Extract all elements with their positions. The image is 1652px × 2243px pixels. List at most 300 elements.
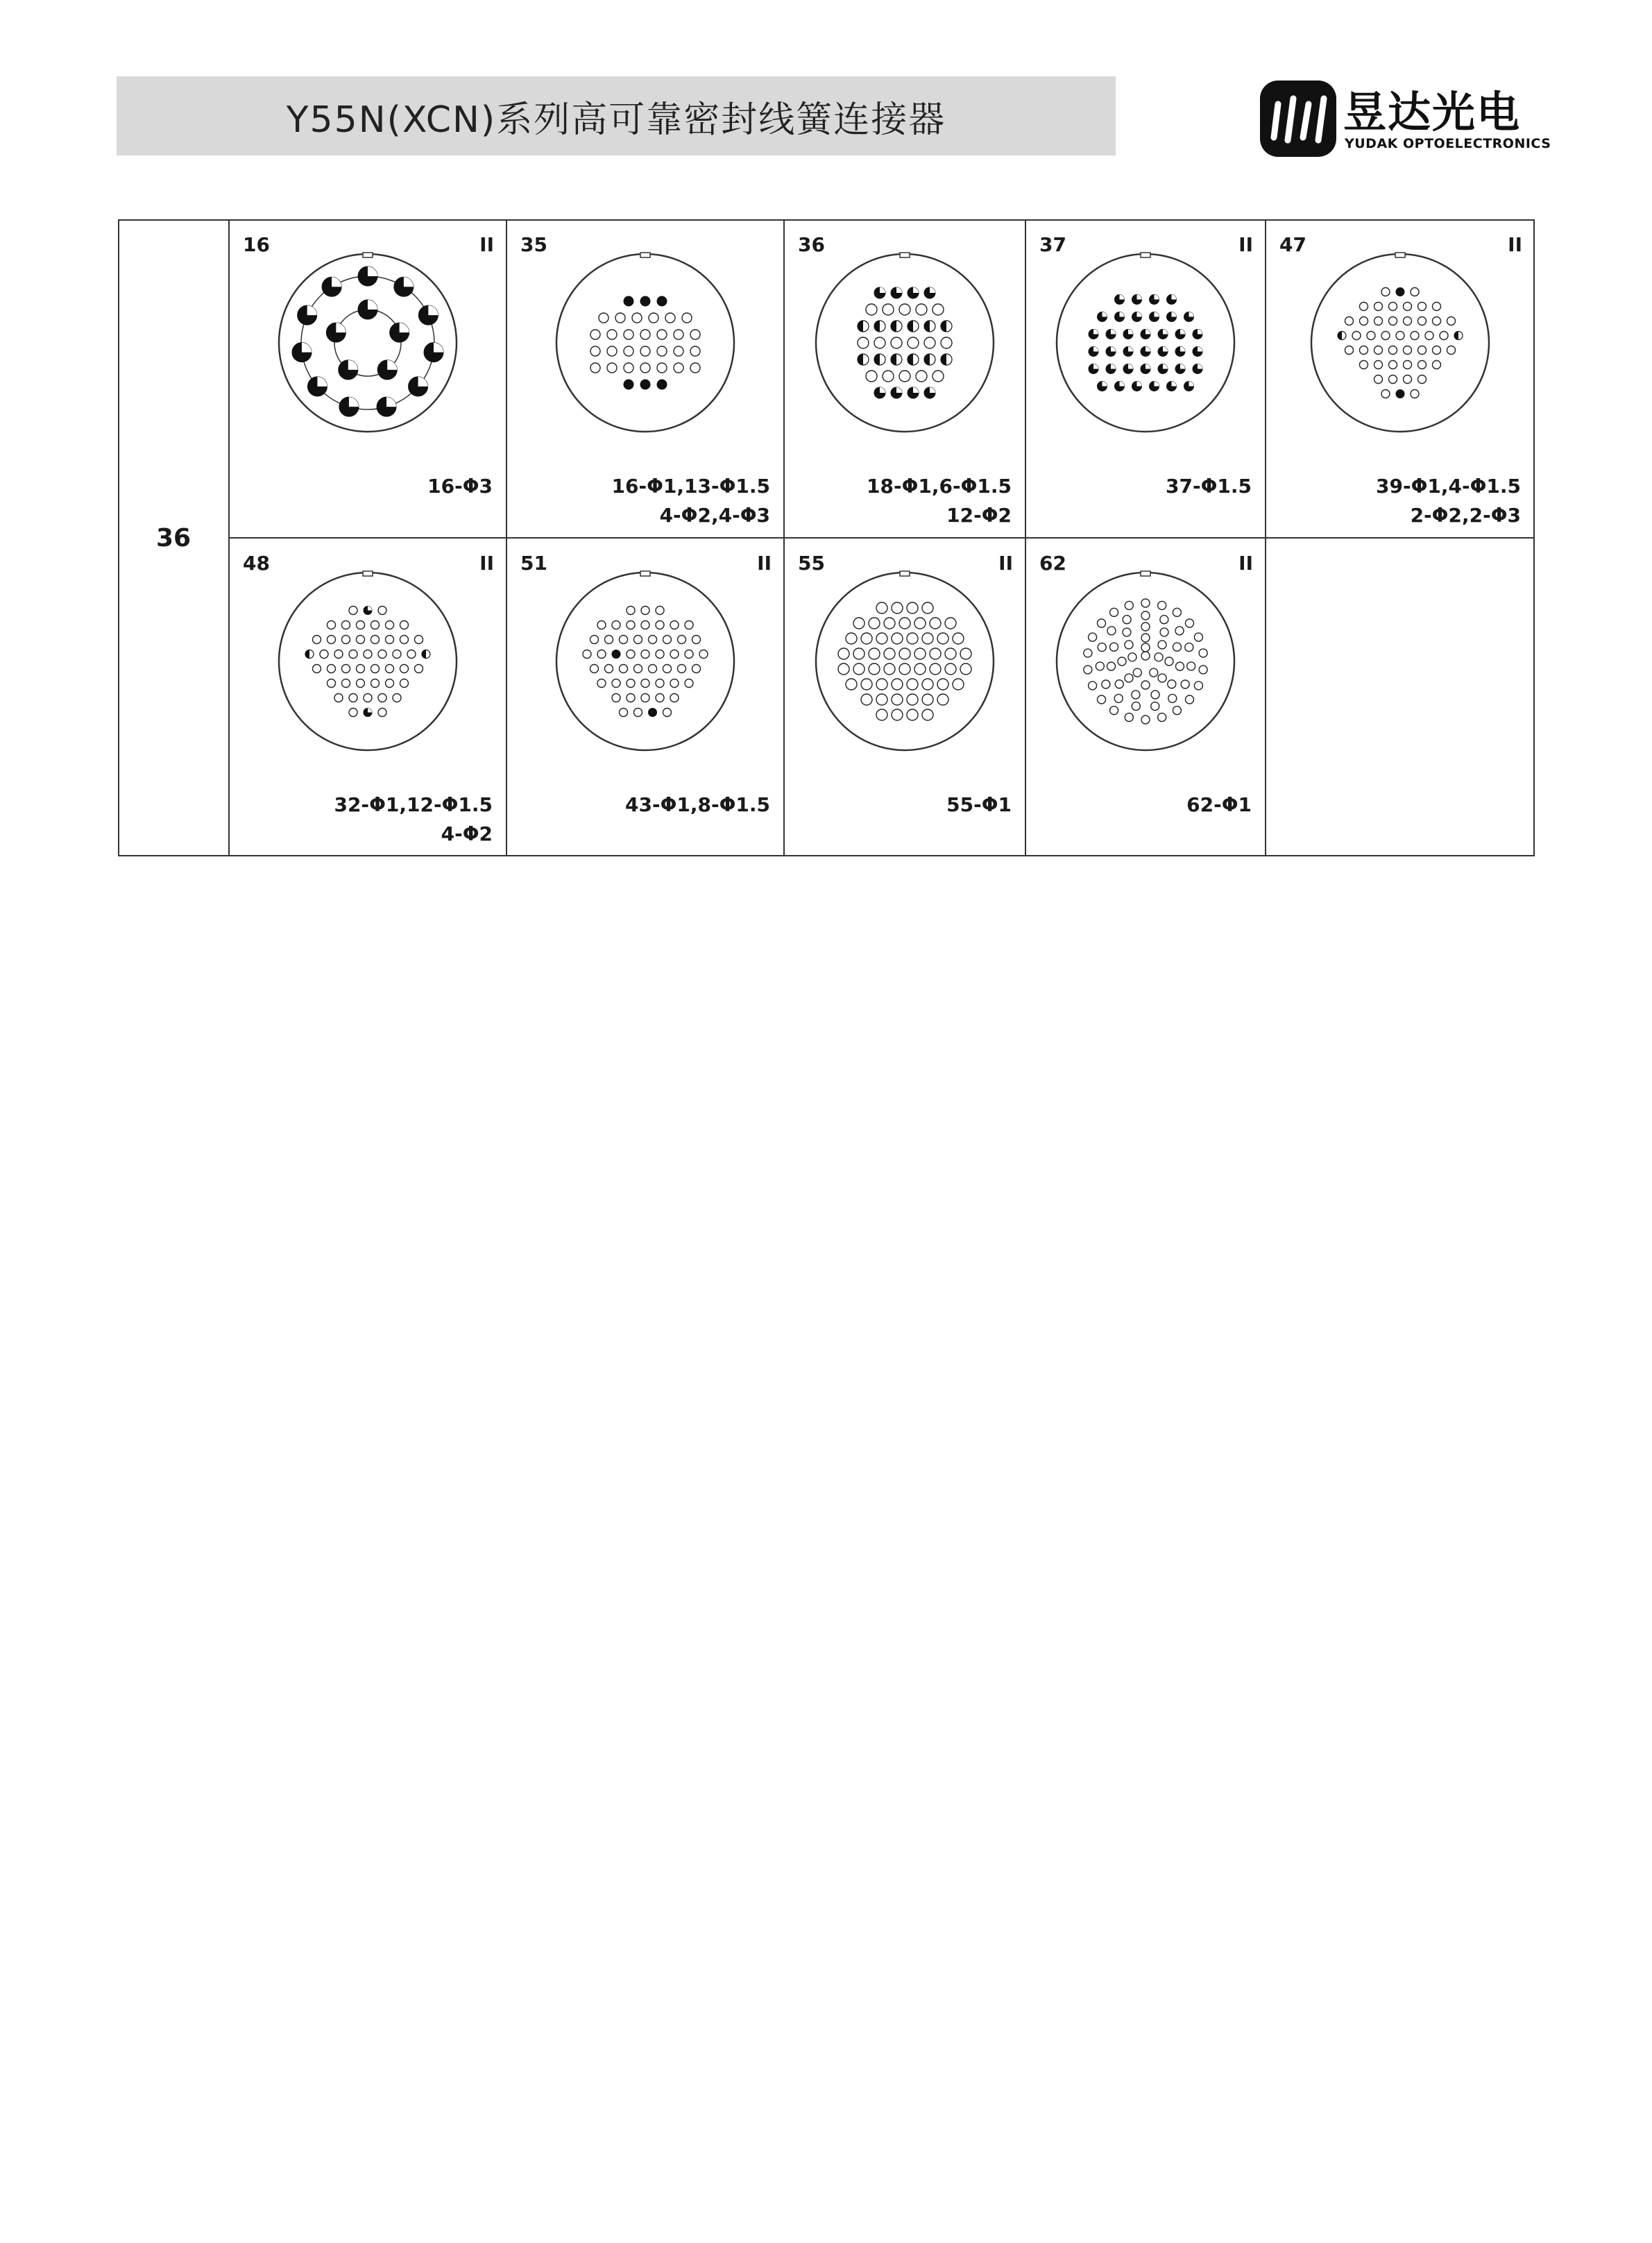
contact-spec-line-2: 4-Φ2,4-Φ3 [659,504,770,527]
contact-pin [364,694,372,702]
contact-pin [371,665,380,673]
pin-count: 35 [520,233,547,256]
contact-pin [357,621,365,629]
contact-pin [371,679,380,688]
contact-pin [612,650,620,659]
contact-pin [866,304,877,315]
key-notch [1141,571,1150,576]
contact-pin [916,371,927,382]
contact-pin-marker [1146,364,1150,369]
contact-pin [1396,332,1404,340]
contact-pin [690,363,700,373]
contact-pin [612,621,620,629]
contact-pin [1115,680,1123,688]
contact-pin [657,296,667,306]
contact-pin-marker [908,354,913,365]
pin-count: 37 [1039,233,1066,256]
contact-pin [624,296,633,306]
contact-pin [1185,695,1193,704]
contact-pin [313,636,321,644]
class-label: II [998,552,1013,575]
contact-pin-marker [1111,364,1116,369]
contact-pin-marker [1163,330,1168,335]
contact-pin [1158,601,1166,609]
contact-pin [674,346,683,356]
contact-pin [656,607,664,615]
contact-spec-line-1: 39-Φ1,4-Φ1.5 [1375,475,1521,498]
contact-pin [590,330,600,339]
contact-pin [899,648,910,659]
contact-pin [327,621,336,629]
contact-pin [876,679,887,690]
contact-pin [590,636,599,644]
contact-pin [853,618,865,629]
contact-pin [922,694,933,705]
contact-pin-marker [874,321,880,332]
contact-pin [670,679,679,688]
contact-pin [1418,361,1427,369]
pin-count: 16 [243,233,270,256]
contact-pin [624,363,633,373]
contact-pin [1133,668,1141,677]
contact-pin [960,663,971,675]
contact-pin [1098,643,1106,652]
connector-face-48 [271,564,465,759]
contact-pin [641,679,649,688]
class-label: II [1238,233,1253,256]
contact-pin [1187,662,1195,670]
key-notch [640,571,650,576]
contact-pin-marker [386,397,396,407]
contact-pin [922,709,933,720]
contact-pin-marker [302,343,312,353]
contact-pin [357,665,365,673]
contact-pin [1404,361,1412,369]
contact-pin-marker [349,397,359,407]
contact-spec-line-1: 16-Φ3 [427,475,493,498]
contact-pin [634,665,642,673]
contact-pin-marker [1146,347,1150,352]
contact-pin-marker [418,377,428,387]
contact-pin [1389,361,1397,369]
contact-pin [899,304,910,315]
logo-chinese-name: 昱达光电 [1343,87,1522,137]
contact-pin [1089,633,1097,641]
contact-pin [670,650,679,659]
contact-pin [1374,303,1383,311]
contact-pin [597,650,606,659]
contact-pin [649,313,658,323]
contact-pin [415,636,423,644]
key-notch [900,253,910,257]
contact-pin [908,337,919,348]
contact-pin [874,337,885,348]
contact-pin [853,648,865,659]
contact-pin [1141,623,1150,631]
contact-pin-marker [1120,312,1125,317]
contact-pin [1102,680,1110,688]
contact-pin-marker [896,387,902,393]
contact-pin [640,363,650,373]
contact-pin [1107,627,1116,635]
contact-pin [674,363,683,373]
contact-pin [371,621,380,629]
contact-pin [960,648,971,659]
contact-pin-marker [1128,364,1133,369]
contact-pin [1110,643,1118,651]
contact-pin-marker [908,321,913,332]
contact-pin [1173,608,1181,616]
contact-pin [924,337,935,348]
contact-pin [615,313,625,323]
contact-spec-line-1: 43-Φ1,8-Φ1.5 [624,793,770,816]
contact-pin [634,636,642,644]
contact-pin [945,618,956,629]
connector-face-47 [1303,246,1497,440]
contact-pin [1155,653,1163,661]
contact-pin [1404,317,1412,325]
contact-pin [1132,702,1140,711]
key-notch [1395,253,1405,257]
contact-pin [858,337,869,348]
pin-count: 62 [1039,552,1066,575]
empty-cell [1266,538,1535,856]
connector-cell-55 [784,538,1025,856]
contact-pin-marker [434,343,443,353]
contact-pin-marker [1172,295,1177,300]
shell-outline [556,573,734,750]
contact-pin [357,679,365,688]
contact-pin [678,665,686,673]
pin-count: 51 [520,552,547,575]
contact-pin [656,679,664,688]
contact-pin [930,618,941,629]
contact-pin-marker [913,387,919,393]
contact-pin [605,636,613,644]
contact-pin [663,636,672,644]
contact-pin-marker [913,287,919,293]
contact-pin [876,602,887,613]
contact-pin-marker [924,321,930,332]
contact-pin-marker [1180,347,1185,352]
contact-pin [1181,680,1189,688]
contact-pin-marker [924,354,930,365]
contact-pin-marker [1163,347,1168,352]
contact-pin-marker [1128,330,1133,335]
contact-pin [590,346,600,356]
class-label: II [1238,552,1253,575]
contact-pin [1389,375,1397,384]
connector-cell-16 [229,219,506,538]
contact-pin [342,636,350,644]
contact-pin [590,665,599,673]
contact-pin [612,679,620,688]
contact-pin [1447,317,1456,325]
contact-pin [907,633,918,644]
connector-cell-37 [1025,219,1266,538]
contact-pin [415,665,423,673]
contact-pin [1433,346,1441,355]
contact-pin [627,650,635,659]
contact-pin-marker [1180,364,1185,369]
contact-pin [590,363,600,373]
contact-pin [869,648,880,659]
contact-pin-marker [1102,382,1107,387]
connector-face-16 [271,246,465,440]
contact-pin [599,313,608,323]
contact-pin [620,636,628,644]
pin-count: 48 [243,552,270,575]
contact-pin [1381,390,1390,398]
contact-pin [583,650,591,659]
contact-pin [1440,332,1448,340]
class-label: II [479,552,494,575]
contact-pin [930,648,941,659]
contact-spec-line-2: 2-Φ2,2-Φ3 [1410,504,1521,527]
contact-pin-marker [880,287,885,293]
contact-pin [1141,611,1150,620]
contact-pin [1089,682,1097,690]
contact-pin [1381,288,1390,296]
contact-pin [1160,628,1168,636]
contact-pin [941,337,952,348]
contact-pin [400,665,409,673]
contact-pin [953,679,964,690]
contact-pin [612,694,620,702]
contact-pin [607,330,617,339]
contact-pin-marker [858,321,863,332]
page-title: Y55N(XCN)系列高可靠密封线簧连接器 [286,99,946,141]
contact-pin-marker [368,709,372,713]
contact-pin [1160,616,1168,624]
shell-outline [556,254,734,432]
contact-pin [1360,361,1368,369]
contact-pin [1165,657,1173,666]
contact-pin [627,679,635,688]
contact-pin [892,679,903,690]
contact-pin [1096,662,1104,670]
contact-pin [690,346,700,356]
contact-pin [349,694,357,702]
contact-pin [685,650,693,659]
contact-pin [1345,317,1354,325]
pin-count: 55 [798,552,825,575]
contact-pin [853,663,865,675]
contact-pin [690,330,700,339]
contact-pin [1374,317,1383,325]
connector-table [118,219,1535,856]
contact-pin [899,618,910,629]
contact-spec-line-1: 32-Φ1,12-Φ1.5 [334,793,493,816]
contact-pin [876,694,887,705]
contact-pin-marker [941,321,946,332]
contact-pin [1404,375,1412,384]
contact-pin-marker [1120,382,1125,387]
contact-pin-marker [1093,330,1098,335]
contact-pin [876,633,887,644]
contact-pin [400,679,409,688]
contact-pin [914,618,926,629]
connector-face-35 [548,246,742,440]
contact-pin [1447,346,1456,355]
contact-pin [922,602,933,613]
contact-pin-marker [1146,330,1150,335]
contact-pin-marker [1338,332,1342,340]
contact-pin [313,665,321,673]
contact-pin [907,679,918,690]
contact-pin [657,380,667,389]
connector-face-37 [1048,246,1243,440]
contact-pin [627,694,635,702]
contact-pin [846,633,857,644]
contact-pin-marker [305,650,309,659]
contact-pin [1098,695,1106,704]
class-label: II [757,552,772,575]
contact-pin [699,650,708,659]
shell-outline [816,254,994,432]
contact-pin [1411,332,1419,340]
contact-pin [846,679,857,690]
contact-pin [914,648,926,659]
contact-pin [1404,303,1412,311]
contact-spec-line-1: 16-Φ1,13-Φ1.5 [611,475,770,498]
contact-pin [1168,680,1176,688]
contact-pin [607,363,617,373]
contact-pin-marker [1172,382,1177,387]
contact-pin [1151,691,1159,699]
contact-pin [1418,303,1427,311]
contact-pin-marker [404,277,414,287]
contact-pin [1194,682,1202,690]
contact-pin [1389,346,1397,355]
connector-cell-48 [229,538,506,856]
shell-outline [279,573,457,750]
contact-pin [1389,303,1397,311]
contact-pin [1374,375,1383,384]
contact-pin [1098,619,1106,627]
key-notch [900,571,910,576]
contact-pin-marker [941,354,946,365]
contact-pin [349,650,357,659]
key-notch [363,253,373,257]
contact-pin [627,621,635,629]
contact-pin [1418,375,1427,384]
contact-pin [953,633,964,644]
contact-pin-marker [1137,312,1142,317]
contact-pin [1367,332,1375,340]
contact-pin [1173,706,1181,715]
contact-pin-marker [1093,347,1098,352]
shell-outline [1057,254,1234,432]
contact-pin [1110,608,1118,616]
contact-pin [1360,346,1368,355]
contact-pin [349,709,357,717]
contact-spec-line-1: 37-Φ1.5 [1166,475,1252,498]
contact-pin [640,296,650,306]
contact-pin [378,650,386,659]
contact-pin [649,665,657,673]
contact-pin [663,665,672,673]
contact-pin [1141,681,1150,689]
contact-pin [605,665,613,673]
contact-pin [685,621,693,629]
contact-pin [1151,702,1159,711]
contact-pin [665,313,675,323]
connector-face-36 [808,246,1002,440]
connector-cell-36 [784,219,1025,538]
contact-pin-marker [368,300,377,310]
contact-pin [1360,303,1368,311]
key-notch [1141,253,1150,257]
connector-face-55 [808,564,1002,759]
contact-pin [933,304,944,315]
key-notch [640,253,650,257]
contact-pin-marker [332,277,341,287]
contact-pin [922,679,933,690]
contact-pin [1175,627,1184,635]
contact-pin [884,648,895,659]
contact-pin [892,602,903,613]
connector-cell-47 [1266,219,1535,538]
contact-pin-marker [317,377,327,387]
contact-pin [1360,317,1368,325]
contact-pin [656,621,664,629]
contact-pin-marker [891,321,896,332]
contact-pin [386,679,394,688]
shell-outline [1311,254,1489,432]
connector-cell-51 [506,538,784,856]
contact-pin-marker [1163,364,1168,369]
contact-pin [1123,628,1131,636]
contact-pin [1118,657,1126,666]
contact-pin [400,621,409,629]
contact-pin [1433,317,1441,325]
contact-pin [1158,713,1166,722]
contact-pin [407,650,416,659]
contact-pin [899,371,910,382]
contact-pin [349,607,357,615]
contact-pin [1199,649,1207,657]
contact-pin [899,663,910,675]
contact-pin [1425,332,1433,340]
contact-pin [1150,668,1158,677]
contact-pin-marker [930,387,935,393]
contact-pin [342,621,350,629]
contact-pin [883,371,894,382]
contact-pin [1125,641,1133,649]
contact-pin-marker [348,360,358,370]
contact-pin [400,636,409,644]
logo-mark-icon [1257,78,1339,160]
title-bar [117,76,1116,155]
contact-pin [838,648,849,659]
contact-pin-marker [1454,332,1458,340]
contact-pin [386,636,394,644]
contact-pin-marker [874,354,880,365]
contact-pin [656,694,664,702]
contact-pin [892,694,903,705]
contact-pin [386,621,394,629]
contact-pin [640,330,650,339]
contact-pin-marker [896,287,902,293]
contact-pin [892,633,903,644]
contact-pin [641,650,649,659]
contact-pin [1381,332,1390,340]
contact-pin [393,694,401,702]
contact-pin [378,694,386,702]
contact-pin-marker [400,323,409,332]
contact-pin [685,679,693,688]
